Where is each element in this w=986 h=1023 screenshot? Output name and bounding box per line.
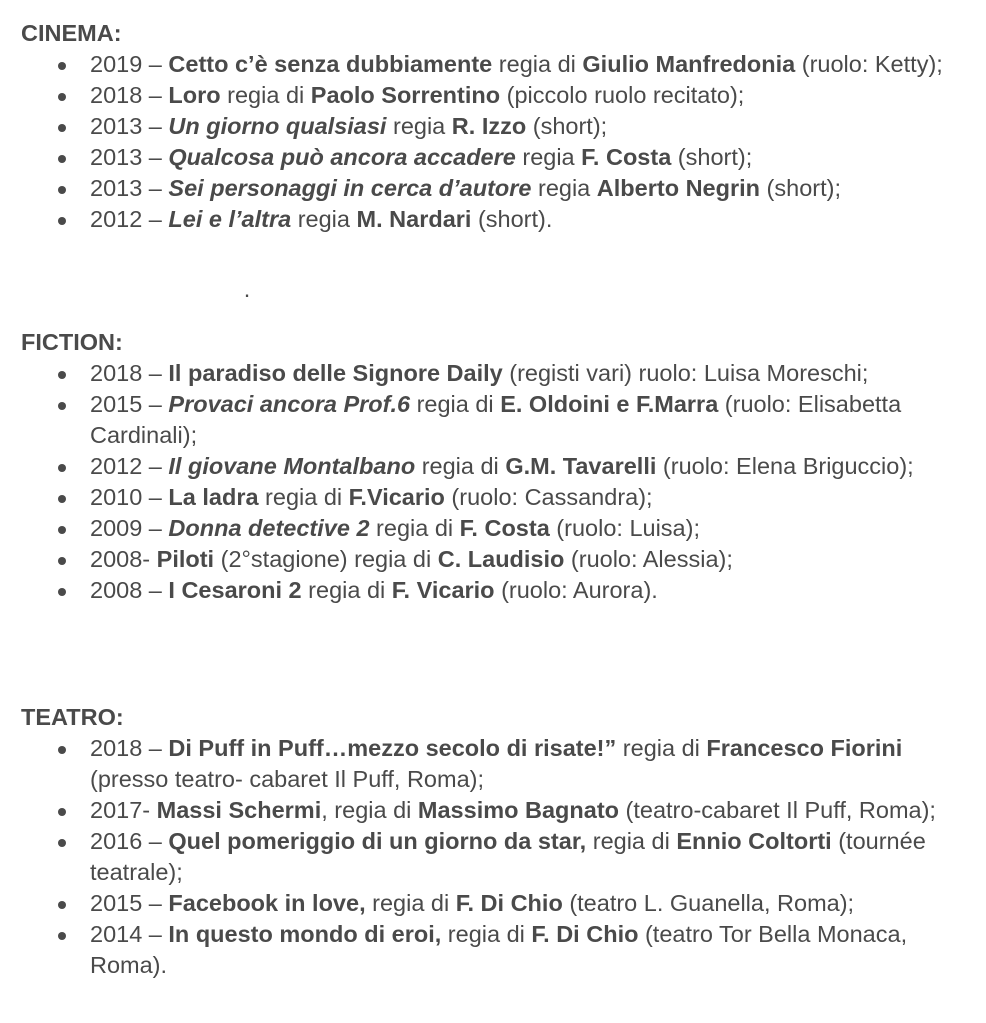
credit-title-text: R. Izzo [451, 113, 527, 139]
credit-text: (ruolo: Aurora). [494, 577, 658, 603]
credit-title-text: F. Vicario [391, 577, 495, 603]
credit-entry [0, 389, 950, 451]
credit-text: (ruolo: Luisa); [549, 515, 700, 541]
section-heading-fiction: FICTION: [21, 329, 123, 355]
credit-title-text: G.M. Tavarelli [505, 453, 657, 479]
section-heading-teatro: TEATRO: [21, 704, 124, 730]
credit-text: 2009 – [90, 515, 169, 541]
credit-entry [0, 173, 950, 204]
credit-title-text: Alberto Negrin [596, 175, 761, 201]
credit-text: regia [515, 144, 582, 170]
credit-text: regia di [220, 82, 311, 108]
credit-title-text: F.Vicario [348, 484, 445, 510]
credit-entry [0, 142, 950, 173]
fiction-list [0, 358, 986, 606]
credit-text: (2°stagione) regia di [214, 546, 438, 572]
credit-text: 2008 – [90, 577, 169, 603]
credit-title-text: Ennio Coltorti [676, 828, 832, 854]
credit-text: 2008- [90, 546, 157, 572]
credit-title-text: Facebook in love, [168, 890, 366, 916]
credit-text: regia [531, 175, 597, 201]
credit-text: 2016 – [90, 828, 169, 854]
credit-title-text: Giulio Manfredonia [582, 51, 796, 77]
credit-text: regia di [441, 921, 532, 947]
credit-title-text: Donna detective 2 [168, 515, 370, 541]
credit-entry [0, 733, 950, 795]
credit-text: 2017- [90, 797, 157, 823]
credit-title-text: Piloti [156, 546, 215, 572]
credit-entry [0, 80, 950, 111]
credit-text: 2013 – [90, 113, 169, 139]
credit-title-text: Massi Schermi [156, 797, 322, 823]
credit-text: 2012 – [90, 206, 169, 232]
credit-entry [0, 795, 950, 826]
credit-text: (short); [526, 113, 608, 139]
credit-text: 2015 – [90, 391, 169, 417]
credit-title-text: Francesco Fiorini [706, 735, 903, 761]
credit-title-text: In questo mondo di eroi, [168, 921, 442, 947]
credit-text: (short); [671, 144, 753, 170]
credit-text: 2012 – [90, 453, 169, 479]
credit-title-text: Un giorno qualsiasi [168, 113, 387, 139]
credit-text: (presso teatro- cabaret Il Puff, Roma); [90, 766, 485, 792]
credit-text: , regia di [321, 797, 418, 823]
credit-text: (ruolo: Cassandra); [444, 484, 653, 510]
credit-text: 2018 – [90, 360, 169, 386]
credit-entry [0, 544, 950, 575]
credit-title-text: Paolo Sorrentino [310, 82, 501, 108]
cinema-list [0, 49, 986, 235]
credit-text: (tournée teatrale); [90, 828, 926, 885]
credit-text: regia [291, 206, 357, 232]
credit-title-text: Quel pomeriggio di un giorno da star, [168, 828, 587, 854]
credit-text: regia di [586, 828, 677, 854]
credit-entry [0, 451, 950, 482]
credit-text: 2014 – [90, 921, 169, 947]
credit-text: regia di [365, 890, 456, 916]
credit-title-text: Cetto c’è senza dubbiamente [168, 51, 493, 77]
credit-text: (teatro-cabaret Il Puff, Roma); [619, 797, 936, 823]
credit-text: regia di [258, 484, 349, 510]
credit-title-text: La ladra [168, 484, 259, 510]
credit-entry [0, 826, 950, 888]
credit-text: 2010 – [90, 484, 169, 510]
credit-title-text: F. Costa [459, 515, 550, 541]
credit-title-text: F. Di Chio [531, 921, 639, 947]
credit-title-text: M. Nardari [356, 206, 472, 232]
credit-entry [0, 513, 950, 544]
credit-text: regia di [369, 515, 460, 541]
credit-text: (teatro L. Guanella, Roma); [562, 890, 855, 916]
credit-text: regia di [410, 391, 501, 417]
credit-entry [0, 482, 950, 513]
credit-title-text: I Cesaroni 2 [168, 577, 302, 603]
credit-text: regia di [301, 577, 392, 603]
credit-entry [0, 919, 950, 981]
credit-title-text: Il giovane Montalbano [168, 453, 416, 479]
credit-text: (teatro Tor Bella Monaca, Roma). [90, 921, 908, 978]
credit-text: 2013 – [90, 175, 169, 201]
credit-title-text: Di Puff in Puff…mezzo secolo di risate!” [168, 735, 617, 761]
credit-entry [0, 111, 950, 142]
credit-title-text: Qualcosa può ancora accadere [168, 144, 516, 170]
credit-text: 2018 – [90, 82, 169, 108]
credit-text: regia di [415, 453, 506, 479]
credit-text: regia di [492, 51, 583, 77]
credit-text: (short); [760, 175, 841, 201]
credit-entry [0, 358, 950, 389]
credit-title-text: Massimo Bagnato [417, 797, 619, 823]
credit-entry [0, 575, 950, 606]
credit-title-text: Loro [168, 82, 221, 108]
credit-entry [0, 888, 950, 919]
credit-text: (ruolo: Elena Briguccio); [656, 453, 914, 479]
stray-mark: . [243, 276, 251, 302]
credit-title-text: F. Di Chio [455, 890, 563, 916]
credit-entry [0, 204, 950, 235]
credit-text: (ruolo: Elisabetta Cardinali); [90, 391, 902, 448]
credit-title-text: E. Oldoini e F.Marra [500, 391, 719, 417]
credit-text: 2019 – [90, 51, 169, 77]
credit-title-text: Lei e l’altra [168, 206, 292, 232]
credit-text: (piccolo ruolo recitato); [500, 82, 745, 108]
credit-title-text: F. Costa [581, 144, 672, 170]
credit-text: regia [386, 113, 452, 139]
credit-title-text: Sei personaggi in cerca d’autore [168, 175, 532, 201]
credit-title-text: C. Laudisio [437, 546, 565, 572]
credit-text: (registi vari) ruolo: Luisa Moreschi; [502, 360, 869, 386]
credit-title-text: Il paradiso delle Signore Daily [168, 360, 503, 386]
credit-text: regia di [616, 735, 707, 761]
credit-entry [0, 49, 950, 80]
credit-text: 2013 – [90, 144, 169, 170]
credit-text: (short). [471, 206, 553, 232]
credit-text: (ruolo: Alessia); [564, 546, 733, 572]
credit-text: 2018 – [90, 735, 169, 761]
credit-text: 2015 – [90, 890, 169, 916]
credit-text: (ruolo: Ketty); [795, 51, 943, 77]
credit-title-text: Provaci ancora Prof.6 [168, 391, 411, 417]
teatro-list [0, 733, 986, 981]
section-heading-cinema: CINEMA: [21, 20, 122, 46]
